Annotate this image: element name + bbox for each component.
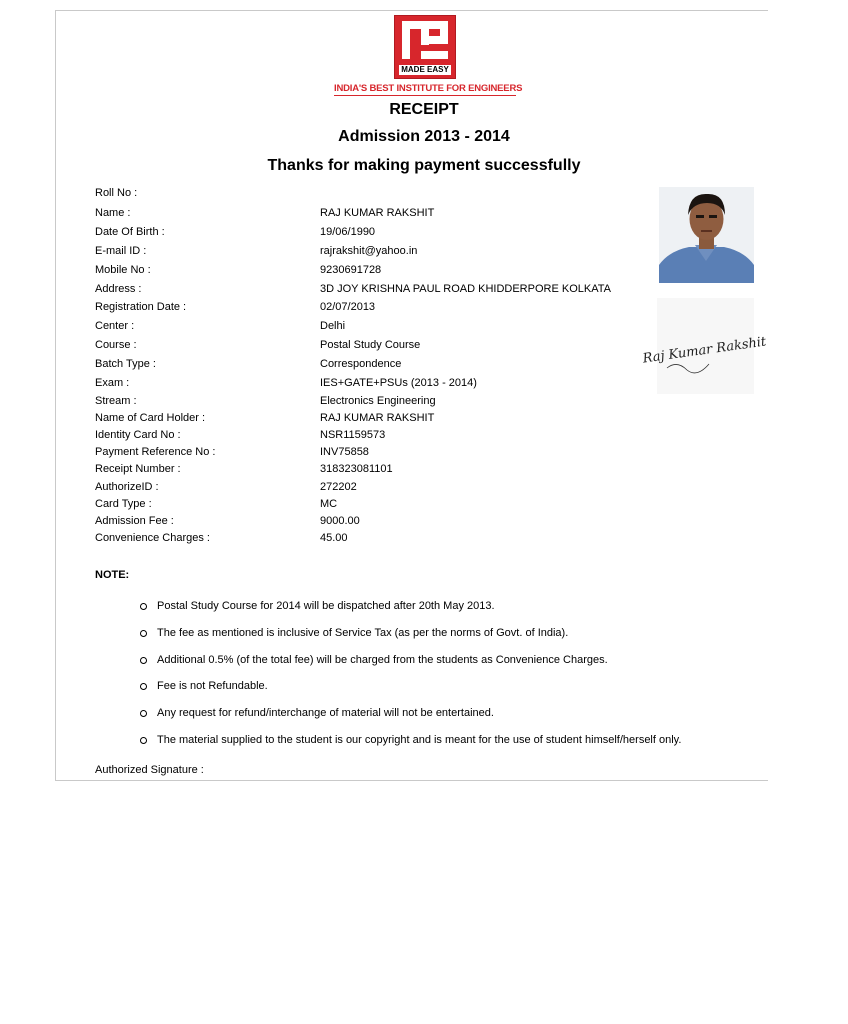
field-label: Admission Fee : [95, 515, 174, 527]
bullet-circle-icon [140, 603, 147, 610]
signature-text: Raj Kumar Rakshit [641, 334, 768, 367]
field-label: Batch Type : [95, 358, 156, 370]
field-value: Correspondence [320, 358, 402, 370]
field-label: Card Type : [95, 498, 152, 510]
field-label: Name of Card Holder : [95, 412, 206, 424]
note-text: The fee as mentioned is inclusive of Service Tax (as per the norms of Govt. of India). [157, 627, 569, 639]
field-label: AuthorizeID : [95, 481, 159, 493]
field-value: 272202 [320, 481, 357, 493]
field-label: Address : [95, 283, 142, 295]
field-value: Electronics Engineering [320, 395, 436, 407]
field-label: Date Of Birth : [95, 226, 165, 238]
field-label: Center : [95, 320, 135, 332]
field-value: 9000.00 [320, 515, 360, 527]
logo-tagline: INDIA'S BEST INSTITUTE FOR ENGINEERS [334, 83, 523, 94]
field-label: Receipt Number : [95, 463, 181, 475]
note-text: Fee is not Refundable. [157, 680, 268, 692]
admission-subtitle: Admission 2013 - 2014 [338, 128, 510, 145]
note-text: The material supplied to the student is our copyright and is meant for the use of student himself/herself only. [157, 734, 682, 746]
field-value: INV75858 [320, 446, 369, 458]
field-label: Roll No : [95, 187, 138, 199]
student-portrait-icon [659, 187, 754, 283]
field-label: Course : [95, 339, 137, 351]
authorized-signature-label: Authorized Signature : [95, 764, 204, 776]
field-label: Payment Reference No : [95, 446, 216, 458]
field-value: 9230691728 [320, 264, 382, 276]
student-signature [641, 298, 768, 394]
field-value: 3D JOY KRISHNA PAUL ROAD KHIDDERPORE KOLKATA [320, 283, 611, 295]
receipt-title: RECEIPT [389, 101, 459, 118]
field-value: 19/06/1990 [320, 226, 376, 238]
field-value: MC [320, 498, 338, 510]
payment-success-message: Thanks for making payment successfully [267, 157, 581, 174]
tagline-underline [334, 95, 516, 96]
signature-scribble-icon [641, 298, 768, 394]
field-value: RAJ KUMAR RAKSHIT [320, 207, 435, 219]
field-value: rajrakshit@yahoo.in [320, 245, 418, 257]
field-value: NSR1159573 [320, 429, 386, 441]
field-label: Exam : [95, 377, 130, 389]
field-value: 318323081101 [320, 463, 393, 475]
made-easy-logo [394, 15, 456, 79]
field-label: Stream : [95, 395, 137, 407]
logo-wordmark: MADE EASY [399, 65, 451, 75]
field-value: RAJ KUMAR RAKSHIT [320, 412, 435, 424]
field-value: 45.00 [320, 532, 348, 544]
bullet-circle-icon [140, 710, 147, 717]
field-value: IES+GATE+PSUs (2013 - 2014) [320, 377, 477, 389]
bullet-circle-icon [140, 630, 147, 637]
bullet-circle-icon [140, 657, 147, 664]
field-label: Mobile No : [95, 264, 151, 276]
field-label: Convenience Charges : [95, 532, 210, 544]
field-value: Postal Study Course [320, 339, 421, 351]
student-photo [659, 187, 754, 283]
field-value: 02/07/2013 [320, 301, 376, 313]
field-label: Registration Date : [95, 301, 187, 313]
me-monogram-icon [401, 21, 449, 65]
field-label: Identity Card No : [95, 429, 181, 441]
bullet-circle-icon [140, 737, 147, 744]
bullet-circle-icon [140, 683, 147, 690]
field-label: Name : [95, 207, 131, 219]
note-heading: NOTE: [95, 569, 130, 581]
note-text: Postal Study Course for 2014 will be dispatched after 20th May 2013. [157, 600, 495, 612]
note-text: Additional 0.5% (of the total fee) will be charged from the students as Convenience Charges. [157, 654, 608, 666]
note-text: Any request for refund/interchange of material will not be entertained. [157, 707, 494, 719]
field-label: E-mail ID : [95, 245, 147, 257]
field-value: Delhi [320, 320, 346, 332]
